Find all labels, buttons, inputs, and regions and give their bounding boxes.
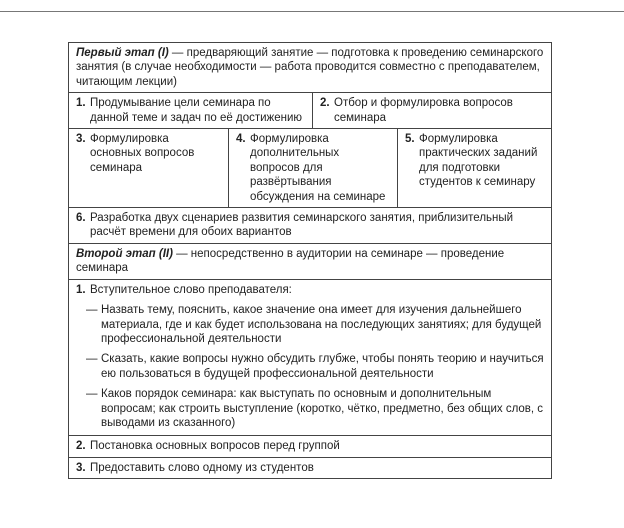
step-1 — [76, 283, 544, 297]
cell-3-num: 3. — [76, 133, 86, 146]
cell-6-num: 6. — [76, 212, 86, 225]
cell-5-num: 5. — [405, 133, 415, 146]
dash-item — [76, 387, 544, 430]
cell-1 — [69, 93, 313, 128]
cell-1-num: 1. — [76, 97, 86, 110]
cell-2-text: Отбор и формулировка вопросов семинара — [334, 97, 513, 124]
cell-2 — [313, 93, 551, 128]
step-1-text: Вступительное слово преподавателя: — [90, 283, 292, 296]
cell-5-text: Формулировка практических заданий для подготовки студентов к семинару — [419, 133, 538, 189]
cell-2-num: 2. — [320, 97, 330, 110]
stage2-step-1 — [69, 280, 551, 437]
cell-1-text: Продумывание цели семинара по данной теме и задач по её достижению — [90, 97, 303, 124]
dash-item — [76, 303, 544, 346]
stage2-header — [69, 244, 551, 280]
stage1-text: — предваряющий занятие — подготовка к проведению семинарского занятия (в случае необходимости — работа проводится совместно с преподавателем, читающим лекции) — [76, 47, 544, 88]
cell-4-num: 4. — [236, 133, 246, 146]
stage1-header — [69, 43, 551, 93]
dash-item-text: Назвать тему, пояснить, какое значение она имеет для изучения дальнейшего материала, где и как будет использована на последующих занятиях; для будущей профессиональной деятельности — [101, 304, 542, 345]
dash-item-text: Каков порядок семинара: как выступать по основным и дополнительным вопросам; как строить выступление (коротко, чётко, предметно, без общих слов, с выводами из сказанного) — [101, 388, 544, 429]
stage1-row-a — [69, 93, 551, 129]
dash-item — [76, 352, 544, 381]
seminar-stages-table — [68, 42, 552, 479]
step-2-text: Постановка основных вопросов перед группой — [90, 440, 340, 453]
stage2-step-3 — [69, 458, 551, 478]
step-2-num: 2. — [76, 440, 86, 453]
dash-mark: — — [86, 304, 98, 317]
step-3-text: Предоставить слово одному из студентов — [90, 461, 314, 474]
stage2-step-2 — [69, 436, 551, 457]
stage1-title: Первый этап (I) — [76, 47, 169, 59]
cell-6 — [69, 208, 551, 244]
cell-6-text: Разработка двух сценариев развития семинарского занятия, приблизительный расчёт времени для обоих вариантов — [90, 212, 514, 239]
page-top-rule — [0, 11, 624, 12]
cell-5 — [398, 129, 551, 207]
cell-3 — [69, 129, 229, 207]
stage1-row-b — [69, 129, 551, 208]
step-1-num: 1. — [76, 283, 86, 296]
cell-3-text: Формулировка основных вопросов семинара — [90, 133, 195, 174]
stage2-text: — непосредственно в аудитории на семинаре — проведение семинара — [76, 247, 505, 275]
dash-item-text: Сказать, какие вопросы нужно обсудить глубже, чтобы понять теорию и научиться ею пользоваться в будущей профессиональной деятельности — [101, 353, 544, 380]
step-3-num: 3. — [76, 461, 86, 474]
cell-4-text: Формулировка дополнительных вопросов для развёртывания обсуждения на семинаре — [250, 133, 386, 203]
dash-mark: — — [86, 353, 98, 366]
dash-mark: — — [86, 388, 98, 401]
cell-4 — [229, 129, 398, 207]
stage2-title: Второй этап (II) — [76, 247, 173, 260]
